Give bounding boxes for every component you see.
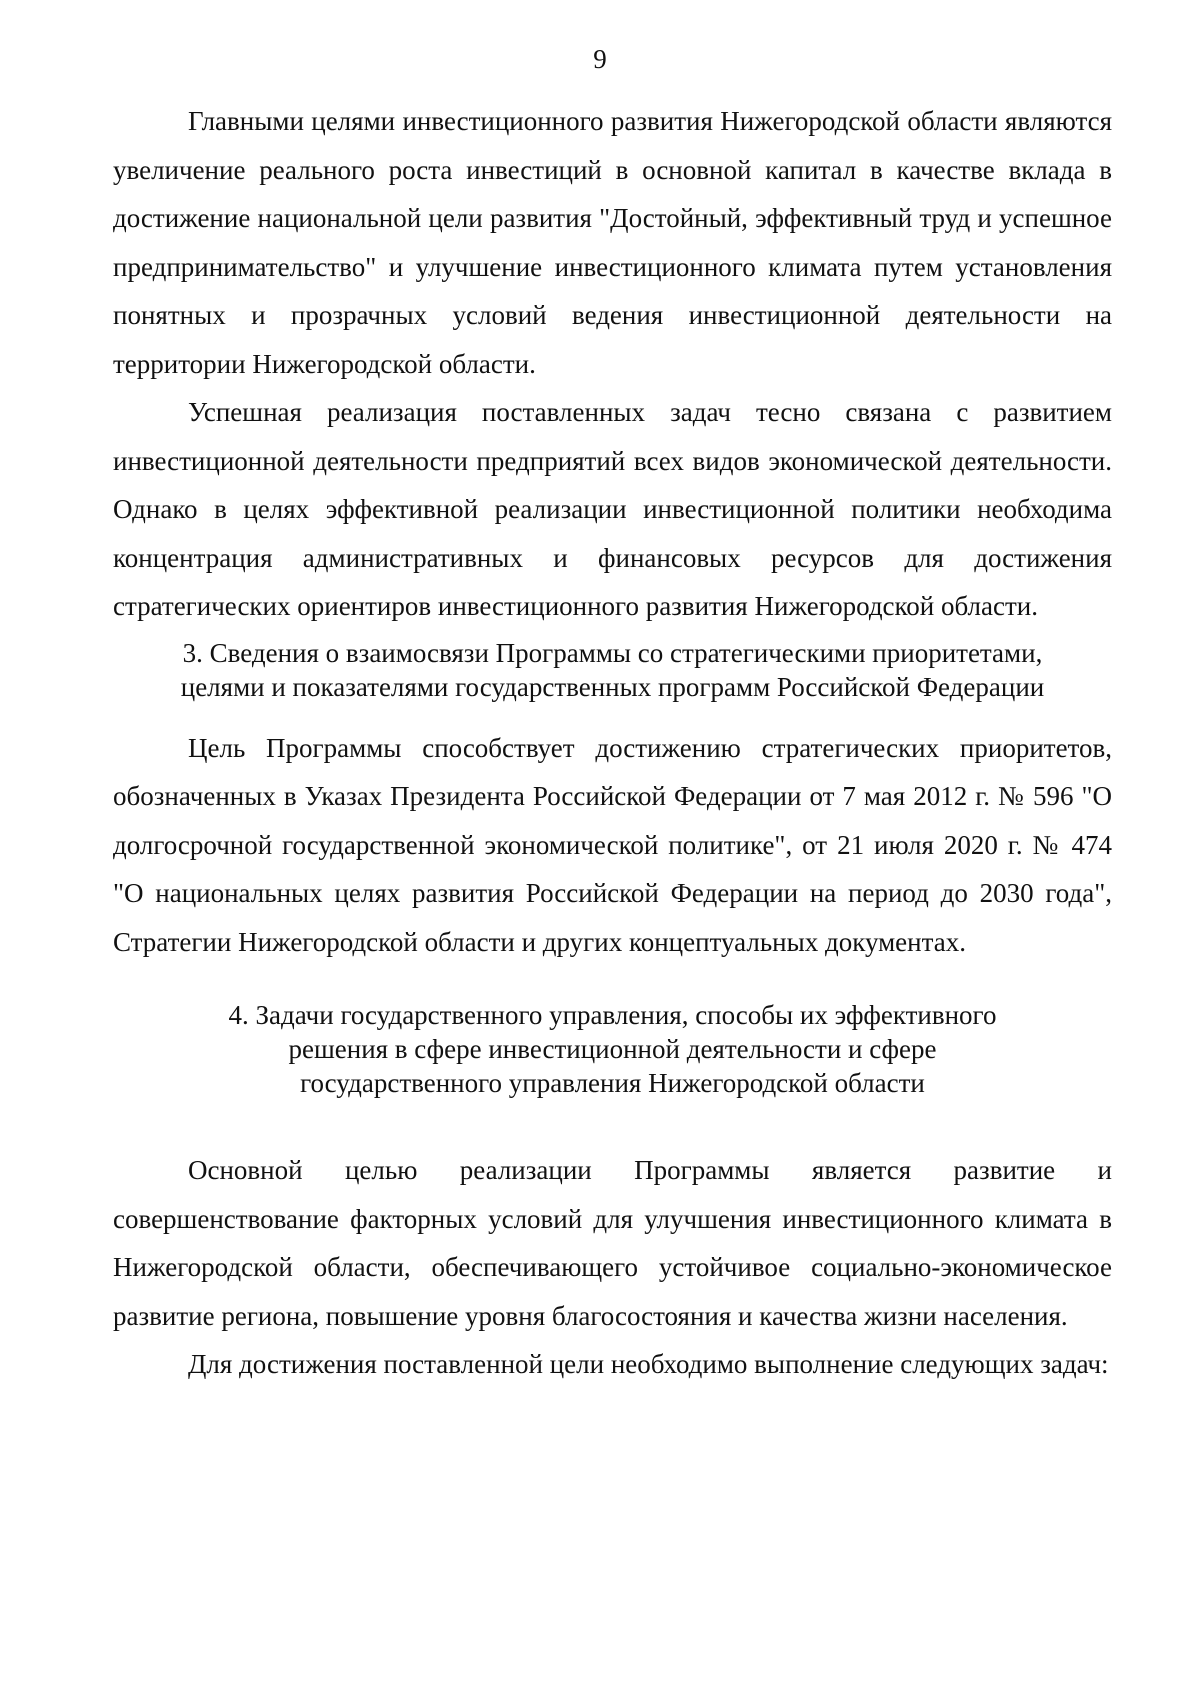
section-heading-3-line-1: 3. Сведения о взаимосвязи Программы со стратегическими приоритетами, bbox=[182, 637, 1043, 668]
paragraph-main-goal: Основной целью реализации Программы является развитие и совершенствование факторных условий для улучшения инвестиционного климата в Нижегородской области, обеспечивающего устойчивое социально-экономическое развитие региона, повышение уровня благосостояния и качества жизни населения. bbox=[113, 1155, 1112, 1331]
page-content bbox=[113, 97, 1112, 1389]
section-heading-4-line-1: 4. Задачи государственного управления, способы их эффективного bbox=[228, 1000, 997, 1030]
section-heading-4-line-3: государственного управления Нижегородской области bbox=[300, 1068, 925, 1098]
paragraph-strategic-priorities: Цель Программы способствует достижению стратегических приоритетов, обозначенных в Указах Президента Российской Федерации от 7 мая 2012 г. № 596 "О долгосрочной государственной экономической политике", от 21 июля 2020 г. № 474 "О национальных целях развития Российской Федерации на период до 2030 года", Стратегии Нижегородской области и других концептуальных документах. bbox=[113, 732, 1112, 957]
section-heading-4 bbox=[113, 998, 1112, 1100]
paragraph-investment-goals: Главными целями инвестиционного развития Нижегородской области являются увеличение реального роста инвестиций в основной капитал в качестве вклада в достижение национальной цели развития "Достойный, эффективный труд и успешное предпринимательство" и улучшение инвестиционного климата путем установления понятных и прозрачных условий ведения инвестиционной деятельности на территории Нижегородской области. bbox=[113, 106, 1112, 379]
paragraph-successful-implementation: Успешная реализация поставленных задач тесно связана с развитием инвестиционной деятельности предприятий всех видов экономической деятельности. Однако в целях эффективной реализации инвестиционной политики необходима концентрация административных и финансовых ресурсов для достижения стратегических ориентиров инвестиционного развития Нижегородской области. bbox=[113, 397, 1112, 621]
paragraph-tasks-intro: Для достижения поставленной цели необходимо выполнение следующих задач: bbox=[188, 1349, 1109, 1379]
section-heading-4-line-2: решения в сфере инвестиционной деятельности и сфере bbox=[288, 1034, 937, 1064]
section-heading-3-line-2: целями и показателями государственных программ Российской Федерации bbox=[180, 671, 1045, 702]
page-number: 9 bbox=[593, 44, 607, 74]
section-heading-3 bbox=[113, 636, 1112, 704]
